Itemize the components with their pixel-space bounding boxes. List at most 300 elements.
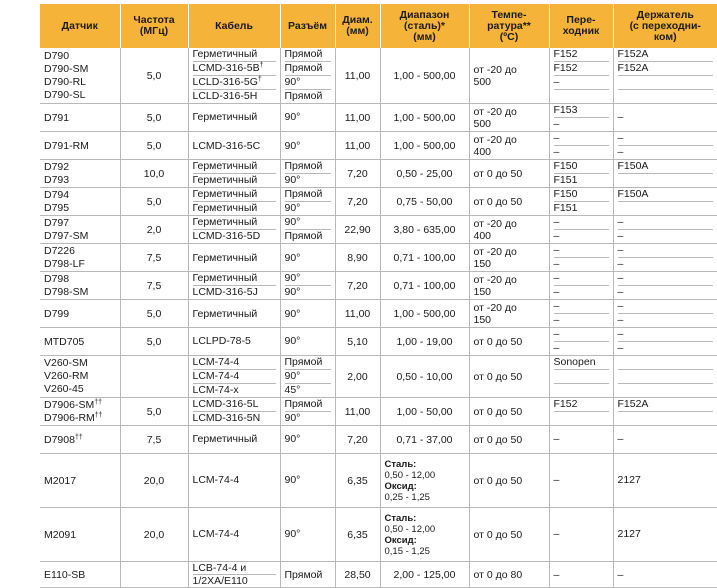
- holder-cell: [613, 356, 717, 398]
- sensor-name: D790: [44, 49, 70, 62]
- holder-line: [618, 89, 714, 103]
- holder-line: [618, 411, 714, 425]
- temperature-line: от -20 до: [473, 245, 517, 258]
- range-cell: 2,00 - 125,00: [380, 562, 469, 588]
- holder-line: –: [617, 433, 624, 445]
- range-cell: 3,80 - 635,00: [380, 216, 469, 244]
- connector-line: Прямой: [284, 48, 323, 60]
- sensor-cell: [40, 508, 120, 562]
- spec-table-container: [40, 4, 717, 588]
- sensor-cell: [40, 328, 120, 356]
- cable-line: Герметичный: [192, 251, 258, 264]
- range-cell: 0,71 - 100,00: [380, 244, 469, 272]
- temperature-line: от 0 до 50: [473, 195, 523, 208]
- cable-cell: [188, 132, 280, 160]
- adapter-line: –: [553, 300, 560, 312]
- cable-line: LCLD-316-5H: [193, 89, 276, 103]
- sensor-name: D797: [44, 216, 70, 229]
- connector-line: 90°: [284, 111, 301, 123]
- holder-line: –: [618, 145, 714, 159]
- sensor-name: D792: [44, 160, 70, 173]
- cable-line: LCMD-316-5J: [193, 285, 276, 299]
- table-row: [40, 272, 717, 300]
- header-row: [40, 4, 717, 48]
- holder-line: F152A: [617, 398, 649, 410]
- temperature-cell: [469, 508, 549, 562]
- holder-line: [618, 173, 714, 187]
- holder-line: 2127: [617, 528, 641, 540]
- adapter-line: –: [553, 216, 560, 228]
- holder-cell: [613, 398, 717, 426]
- header-temperature: Темпе- ратура** (ºC): [469, 4, 549, 48]
- connector-cell: [280, 300, 335, 328]
- temperature-cell: [469, 160, 549, 188]
- cable-line: LCMD-316-5D: [193, 229, 276, 243]
- table-row: [40, 356, 717, 398]
- adapter-cell: [549, 508, 613, 562]
- sensor-name: V260-SM: [44, 357, 88, 369]
- connector-line: 90°: [285, 285, 331, 299]
- temperature-line: от -20 до: [473, 63, 517, 76]
- temperature-cell: [469, 244, 549, 272]
- cable-line: Герметичный: [192, 433, 258, 445]
- frequency-cell: [120, 562, 188, 588]
- sensor-cell: [40, 244, 120, 272]
- table-row: [40, 216, 717, 244]
- holder-line: [618, 201, 714, 215]
- range-line: 0,15 - 1,25: [384, 545, 430, 557]
- temperature-line: от 0 до 50: [473, 335, 523, 348]
- temperature-line: от -20 до: [473, 105, 517, 118]
- holder-line: F150A: [617, 188, 649, 200]
- cable-line: LCMD-316-5N: [193, 411, 276, 425]
- connector-line: 90°: [284, 307, 301, 320]
- range-line: Сталь:: [384, 458, 417, 470]
- adapter-cell: [549, 454, 613, 508]
- sensor-cell: [40, 454, 120, 508]
- holder-cell: [613, 132, 717, 160]
- adapter-line: F152: [554, 61, 609, 75]
- sensor-cell: [40, 398, 120, 426]
- holder-line: –: [617, 328, 624, 340]
- header-range: Диапазон (сталь)* (мм): [380, 4, 469, 48]
- adapter-line: [554, 411, 609, 425]
- table-row: [40, 398, 717, 426]
- range-line: Оксид:: [384, 534, 417, 546]
- diameter-cell: 7,20: [335, 188, 380, 216]
- adapter-line: Sonopen: [553, 356, 596, 368]
- adapter-line: F150: [553, 188, 578, 200]
- adapter-cell: [549, 426, 613, 454]
- table-row: [40, 132, 717, 160]
- cable-cell: [188, 272, 280, 300]
- sensor-name: D7906-SM††: [44, 398, 102, 411]
- holder-line: –: [617, 568, 624, 581]
- cable-line: Герметичный: [193, 201, 276, 215]
- frequency-cell: 5,0: [120, 48, 188, 104]
- temperature-cell: [469, 132, 549, 160]
- holder-cell: [613, 508, 717, 562]
- holder-cell: [613, 216, 717, 244]
- temperature-cell: [469, 48, 549, 104]
- diameter-cell: 11,00: [335, 104, 380, 132]
- holder-cell: [613, 188, 717, 216]
- diameter-cell: 7,20: [335, 160, 380, 188]
- holder-line: F152A: [618, 61, 714, 75]
- temperature-cell: [469, 562, 549, 588]
- sensor-name: M2017: [44, 474, 77, 487]
- adapter-line: –: [554, 257, 609, 271]
- sensor-name: D7908††: [44, 433, 83, 446]
- adapter-line: F152: [553, 398, 578, 410]
- holder-line: –: [618, 313, 714, 327]
- holder-line: –: [617, 244, 624, 256]
- temperature-cell: [469, 188, 549, 216]
- header-frequency: Частота (МГц): [120, 4, 188, 48]
- adapter-cell: [549, 188, 613, 216]
- connector-cell: [280, 216, 335, 244]
- adapter-cell: [549, 216, 613, 244]
- cable-line: Герметичный: [192, 111, 258, 123]
- holder-line: –: [617, 111, 624, 123]
- cable-cell: [188, 426, 280, 454]
- range-cell: 1,00 - 500,00: [380, 300, 469, 328]
- table-row: [40, 426, 717, 454]
- sensor-name: E110-SB: [44, 568, 86, 581]
- frequency-cell: [120, 356, 188, 398]
- holder-line: [618, 383, 714, 397]
- temperature-line: от -20 до: [473, 301, 517, 314]
- connector-line: 90°: [284, 528, 301, 540]
- connector-cell: [280, 356, 335, 398]
- frequency-cell: 2,0: [120, 216, 188, 244]
- holder-cell: [613, 562, 717, 588]
- sensor-name: D799: [44, 307, 70, 320]
- adapter-line: –: [553, 433, 560, 445]
- range-cell: 0,50 - 10,00: [380, 356, 469, 398]
- sensor-spec-table: [40, 4, 717, 588]
- cable-line: LCMD-316-5B†: [193, 61, 276, 75]
- diameter-cell: 6,35: [335, 454, 380, 508]
- sensor-cell: [40, 356, 120, 398]
- holder-line: –: [618, 341, 714, 355]
- holder-cell: [613, 244, 717, 272]
- holder-line: –: [617, 272, 624, 284]
- adapter-line: –: [553, 474, 560, 486]
- table-row: [40, 454, 717, 508]
- holder-line: –: [618, 229, 714, 243]
- adapter-cell: [549, 398, 613, 426]
- holder-line: [618, 369, 714, 383]
- diameter-cell: 7,20: [335, 272, 380, 300]
- connector-cell: [280, 244, 335, 272]
- sensor-name: V260-45: [44, 383, 84, 395]
- temperature-line: от 0 до 80: [473, 568, 523, 581]
- connector-cell: [280, 272, 335, 300]
- connector-line: 90°: [284, 251, 301, 264]
- diameter-cell: 11,00: [335, 48, 380, 104]
- holder-line: –: [617, 216, 624, 228]
- temperature-line: от 0 до 50: [473, 433, 523, 446]
- holder-line: [618, 356, 714, 369]
- sensor-cell: [40, 132, 120, 160]
- connector-line: Прямой: [284, 188, 323, 200]
- range-cell: 1,00 - 500,00: [380, 48, 469, 104]
- cable-line: Герметичный: [192, 216, 258, 228]
- cable-line: LCM-74-4: [193, 369, 276, 383]
- sensor-name: D794: [44, 188, 70, 201]
- cable-line: LCLPD-78-5: [192, 335, 251, 347]
- adapter-line: F151: [554, 201, 609, 215]
- adapter-line: F151: [554, 173, 609, 187]
- temperature-line: 150: [473, 257, 492, 270]
- connector-line: 90°: [285, 369, 331, 383]
- cable-cell: [188, 300, 280, 328]
- diameter-cell: 2,00: [335, 356, 380, 398]
- temperature-line: от 0 до 50: [473, 405, 523, 418]
- connector-line: 90°: [284, 216, 301, 228]
- range-line: 0,50 - 12,00: [384, 523, 436, 535]
- sensor-name: D798-LF: [44, 257, 85, 270]
- frequency-cell: 5,0: [120, 188, 188, 216]
- table-row: [40, 300, 717, 328]
- connector-cell: [280, 160, 335, 188]
- header-sensor: Датчик: [40, 4, 120, 48]
- frequency-cell: 7,5: [120, 244, 188, 272]
- cable-line: Герметичный: [192, 188, 258, 200]
- cable-line: Герметичный: [193, 173, 276, 187]
- temperature-line: от 0 до 50: [473, 528, 523, 541]
- adapter-line: –: [554, 75, 609, 89]
- sensor-name: D797-SM: [44, 229, 89, 242]
- temperature-cell: [469, 398, 549, 426]
- frequency-cell: 5,0: [120, 398, 188, 426]
- adapter-cell: [549, 562, 613, 588]
- frequency-cell: 7,5: [120, 426, 188, 454]
- temperature-cell: [469, 328, 549, 356]
- range-cell: 1,00 - 500,00: [380, 132, 469, 160]
- range-cell: 1,00 - 19,00: [380, 328, 469, 356]
- cable-line: LCM-74-x: [193, 383, 276, 397]
- range-line: 0,50 - 12,00: [384, 469, 436, 481]
- diameter-cell: 8,90: [335, 244, 380, 272]
- adapter-cell: [549, 272, 613, 300]
- cable-line: 1/2XA/E110: [193, 574, 276, 587]
- frequency-cell: 5,0: [120, 132, 188, 160]
- holder-cell: [613, 328, 717, 356]
- temperature-line: 400: [473, 229, 492, 242]
- table-row: [40, 188, 717, 216]
- range-cell: 0,71 - 100,00: [380, 272, 469, 300]
- adapter-cell: [549, 300, 613, 328]
- table-row: [40, 160, 717, 188]
- connector-cell: [280, 508, 335, 562]
- connector-line: 90°: [284, 433, 301, 445]
- sensor-name: M2091: [44, 528, 77, 541]
- sensor-cell: [40, 272, 120, 300]
- header-diameter: Диам. (мм): [335, 4, 380, 48]
- connector-line: 90°: [284, 139, 301, 152]
- temperature-line: 400: [473, 145, 492, 158]
- cable-cell: [188, 562, 280, 588]
- connector-cell: [280, 398, 335, 426]
- holder-cell: [613, 300, 717, 328]
- connector-cell: [280, 104, 335, 132]
- connector-cell: [280, 328, 335, 356]
- connector-line: 90°: [284, 335, 301, 347]
- sensor-name: D790-SL: [44, 88, 86, 101]
- holder-cell: [613, 454, 717, 508]
- adapter-line: [554, 383, 609, 397]
- range-line: Оксид:: [384, 480, 417, 492]
- temperature-line: от 0 до 50: [473, 167, 523, 180]
- holder-line: F150A: [617, 160, 649, 172]
- table-row: [40, 562, 717, 588]
- frequency-cell: 7,5: [120, 272, 188, 300]
- temperature-cell: [469, 104, 549, 132]
- sensor-cell: [40, 48, 120, 104]
- frequency-cell: 20,0: [120, 508, 188, 562]
- cable-cell: [188, 216, 280, 244]
- frequency-cell: 5,0: [120, 104, 188, 132]
- table-row: [40, 48, 717, 104]
- connector-line: Прямой: [284, 356, 323, 368]
- sensor-name: D791: [44, 111, 70, 124]
- temperature-line: от 0 до 50: [473, 370, 523, 383]
- cable-line: Герметичный: [192, 272, 258, 284]
- adapter-line: –: [553, 568, 560, 581]
- sensor-cell: [40, 426, 120, 454]
- frequency-cell: 10,0: [120, 160, 188, 188]
- adapter-line: –: [553, 328, 560, 340]
- temperature-line: от -20 до: [473, 133, 517, 146]
- sensor-cell: [40, 300, 120, 328]
- range-cell: 0,50 - 25,00: [380, 160, 469, 188]
- sensor-cell: [40, 160, 120, 188]
- diameter-cell: 22,90: [335, 216, 380, 244]
- cable-cell: [188, 188, 280, 216]
- sensor-name: D793: [44, 173, 70, 186]
- adapter-line: –: [553, 244, 560, 256]
- temperature-line: 500: [473, 75, 492, 88]
- sensor-name: D791-RM: [44, 139, 89, 152]
- connector-line: Прямой: [285, 229, 331, 243]
- temperature-line: от -20 до: [473, 273, 517, 286]
- connector-line: 45°: [285, 383, 331, 397]
- temperature-cell: [469, 300, 549, 328]
- diameter-cell: 6,35: [335, 508, 380, 562]
- adapter-cell: [549, 160, 613, 188]
- diameter-cell: 11,00: [335, 132, 380, 160]
- holder-cell: [613, 48, 717, 104]
- holder-cell: [613, 104, 717, 132]
- cable-line: Герметичный: [192, 160, 258, 172]
- connector-line: Прямой: [284, 568, 323, 581]
- connector-line: Прямой: [285, 89, 331, 103]
- cable-cell: [188, 48, 280, 104]
- connector-cell: [280, 562, 335, 588]
- range-cell: [380, 454, 469, 508]
- diameter-cell: 5,10: [335, 328, 380, 356]
- connector-line: 90°: [285, 173, 331, 187]
- sensor-cell: [40, 216, 120, 244]
- adapter-line: [554, 369, 609, 383]
- adapter-line: –: [554, 341, 609, 355]
- cable-cell: [188, 508, 280, 562]
- holder-line: –: [618, 257, 714, 271]
- connector-cell: [280, 426, 335, 454]
- range-line: Сталь:: [384, 512, 417, 524]
- adapter-line: F152: [553, 48, 578, 60]
- diameter-cell: 11,00: [335, 398, 380, 426]
- temperature-cell: [469, 356, 549, 398]
- sensor-name: D798: [44, 272, 70, 285]
- table-row: [40, 508, 717, 562]
- table-row: [40, 244, 717, 272]
- adapter-line: –: [554, 145, 609, 159]
- connector-line: 90°: [285, 201, 331, 215]
- range-cell: 0,75 - 50,00: [380, 188, 469, 216]
- adapter-line: –: [553, 132, 560, 144]
- sensor-cell: [40, 104, 120, 132]
- temperature-cell: [469, 454, 549, 508]
- header-cable: Кабель: [188, 4, 280, 48]
- adapter-line: –: [554, 229, 609, 243]
- holder-line: 2127: [617, 474, 641, 486]
- holder-line: F152A: [617, 48, 649, 60]
- sensor-name: D795: [44, 201, 70, 214]
- sensor-name: MTD705: [44, 335, 85, 348]
- adapter-cell: [549, 48, 613, 104]
- cable-line: LCM-74-4: [192, 474, 240, 486]
- adapter-line: –: [554, 117, 609, 131]
- connector-line: 90°: [284, 474, 301, 486]
- header-connector: Разъём: [280, 4, 335, 48]
- cable-cell: [188, 328, 280, 356]
- frequency-cell: 20,0: [120, 454, 188, 508]
- holder-cell: [613, 426, 717, 454]
- connector-line: Прямой: [285, 61, 331, 75]
- connector-line: 90°: [285, 75, 331, 89]
- connector-line: 90°: [285, 411, 331, 425]
- holder-line: –: [617, 300, 624, 312]
- range-cell: 1,00 - 50,00: [380, 398, 469, 426]
- table-body: [40, 48, 717, 588]
- cable-cell: [188, 244, 280, 272]
- connector-line: Прямой: [284, 398, 323, 410]
- diameter-cell: 7,20: [335, 426, 380, 454]
- adapter-cell: [549, 104, 613, 132]
- range-cell: 0,71 - 37,00: [380, 426, 469, 454]
- adapter-cell: [549, 356, 613, 398]
- diameter-cell: 28,50: [335, 562, 380, 588]
- range-line: 0,25 - 1,25: [384, 491, 430, 503]
- temperature-cell: [469, 272, 549, 300]
- sensor-name: D7906-RM††: [44, 411, 103, 424]
- adapter-line: F150: [553, 160, 578, 172]
- temperature-line: от 0 до 50: [473, 474, 523, 487]
- adapter-line: F153: [553, 104, 578, 116]
- sensor-cell: [40, 188, 120, 216]
- holder-cell: [613, 160, 717, 188]
- holder-line: [618, 75, 714, 89]
- connector-line: 90°: [284, 272, 301, 284]
- cable-line: LCMD-316-5C: [192, 139, 261, 152]
- cable-line: LCM-74-4: [192, 356, 240, 368]
- header-adapter: Пере- ходник: [549, 4, 613, 48]
- adapter-line: –: [553, 528, 560, 540]
- cable-cell: [188, 454, 280, 508]
